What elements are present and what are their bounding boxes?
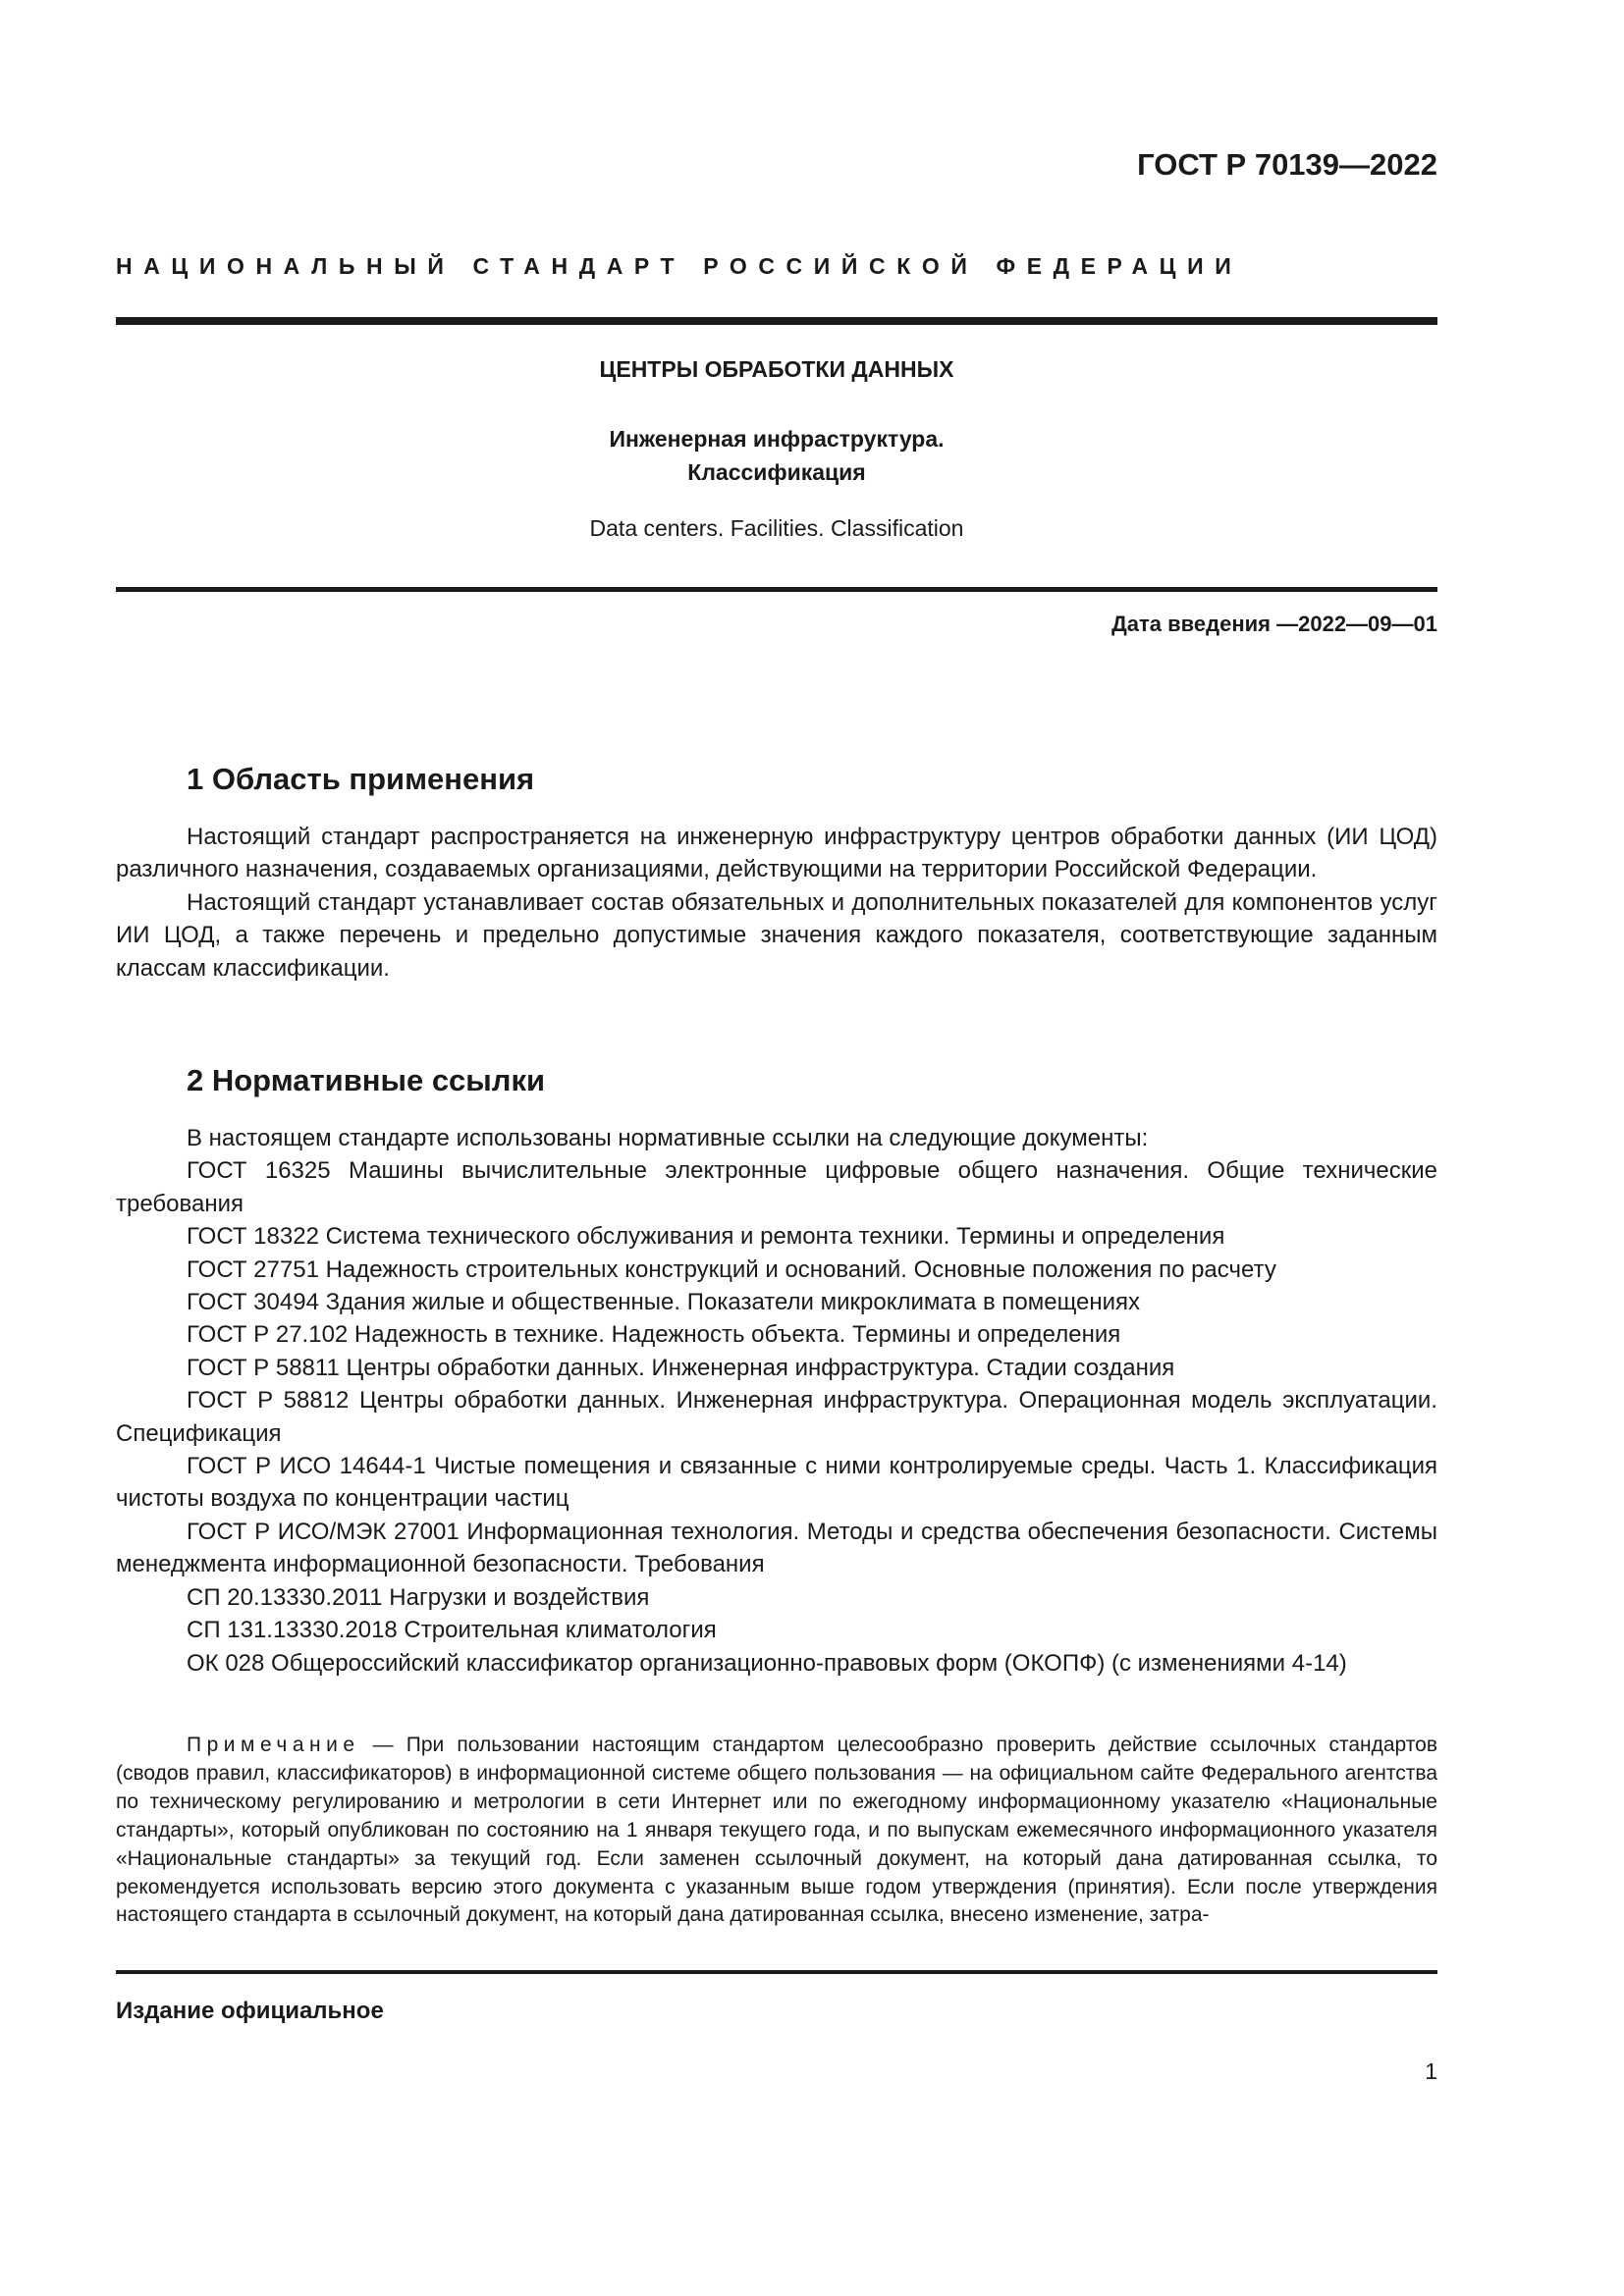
references-intro: В настоящем стандарте использованы нормативные ссылки на следующие документы: bbox=[187, 1125, 1149, 1151]
subtitle-line-2: Классификация bbox=[687, 459, 866, 485]
edition-label: Издание официальное bbox=[116, 1998, 384, 2024]
reference-item: ГОСТ Р 58811 Центры обработки данных. Инженерная инфраструктура. Стадии создания bbox=[187, 1354, 1175, 1381]
reference-item: ГОСТ 16325 Машины вычислительные электронные цифровые общего назначения. Общие технические требования bbox=[116, 1157, 1437, 1217]
section-1-paragraph-1: Настоящий стандарт распространяется на инженерную инфраструктуру центров обработки данных (ИИ ЦОД) различного назначения, создаваемых организациями, действующими на территории Российской Федерации. bbox=[116, 824, 1437, 883]
document-title: ЦЕНТРЫ ОБРАБОТКИ ДАННЫХ bbox=[599, 356, 954, 382]
reference-item: ГОСТ Р ИСО 14644-1 Чистые помещения и связанные с ними контролируемые среды. Часть 1. Классификация чистоты воздуха по концентрации частиц bbox=[116, 1453, 1437, 1513]
references-note bbox=[116, 1732, 1437, 1930]
reference-item: ГОСТ Р 58812 Центры обработки данных. Инженерная инфраструктура. Операционная модель эксплуатации. Спецификация bbox=[116, 1387, 1437, 1447]
page-number: 1 bbox=[1425, 2058, 1437, 2084]
section-1-paragraph-2: Настоящий стандарт устанавливает состав обязательных и дополнительных показателей для компонентов услуг ИИ ЦОД, а также перечень и предельно допустимые значения каждого показателя, соответствующие заданным классам классификации. bbox=[116, 888, 1437, 982]
header-rule bbox=[116, 317, 1437, 325]
section-2-body bbox=[116, 1122, 1437, 1680]
introduction-date: Дата введения —2022—09—01 bbox=[1111, 612, 1437, 636]
title-rule bbox=[116, 587, 1437, 592]
document-subtitle bbox=[116, 422, 1437, 489]
section-1-heading: 1 Область применения bbox=[187, 762, 535, 796]
english-title: Data centers. Facilities. Classification bbox=[589, 515, 964, 541]
reference-item: ГОСТ 18322 Система технического обслуживания и ремонта техники. Термины и определения bbox=[187, 1223, 1225, 1251]
national-standard-banner: НАЦИОНАЛЬНЫЙ СТАНДАРТ РОССИЙСКОЙ ФЕДЕРАЦИИ bbox=[116, 253, 1243, 279]
note-label: Примечание bbox=[187, 1734, 360, 1756]
reference-item: ГОСТ Р 27.102 Надежность в технике. Надежность объекта. Термины и определения bbox=[187, 1321, 1121, 1349]
note-text: — При пользовании настоящим стандартом целесообразно проверить действие ссылочных стандартов (сводов правил, классификаторов) в информационной системе общего пользования — на официальном сайте Федерального агентства по техническому регулированию и метрологии в сети Интернет или по ежегодному информационному указателю «Национальные стандарты», который опубликован по состоянию на 1 января текущего года, и по выпускам ежемесячного информационного указателя «Национальные стандарты» за текущий год. Если заменен ссылочный документ, на который дана датированная ссылка, то рекомендуется использовать версию этого документа с указанным выше годом утверждения (принятия). Если после утверждения настоящего стандарта в ссылочный документ, на который дана датированная ссылка, внесено изменение, затра- bbox=[116, 1734, 1437, 1927]
reference-item: СП 131.13330.2018 Строительная климатология bbox=[187, 1617, 717, 1644]
reference-item: ОК 028 Общероссийский классификатор организационно-правовых форм (ОКОПФ) (с изменениями 4-14) bbox=[187, 1649, 1347, 1677]
reference-item: ГОСТ 30494 Здания жилые и общественные. Показатели микроклимата в помещениях bbox=[187, 1289, 1141, 1316]
reference-item: ГОСТ 27751 Надежность строительных конструкций и оснований. Основные положения по расчету bbox=[187, 1255, 1276, 1283]
doc-code: ГОСТ Р 70139—2022 bbox=[1137, 147, 1437, 182]
section-2-heading: 2 Нормативные ссылки bbox=[187, 1063, 546, 1097]
footer-rule bbox=[116, 1970, 1437, 1974]
reference-item: СП 20.13330.2011 Нагрузки и воздействия bbox=[187, 1583, 650, 1611]
reference-item: ГОСТ Р ИСО/МЭК 27001 Информационная технология. Методы и средства обеспечения безопасности. Системы менеджмента информационной безопасности. Требования bbox=[116, 1518, 1437, 1578]
subtitle-line-1: Инженерная инфраструктура. bbox=[609, 426, 945, 452]
section-1-body bbox=[116, 821, 1437, 985]
